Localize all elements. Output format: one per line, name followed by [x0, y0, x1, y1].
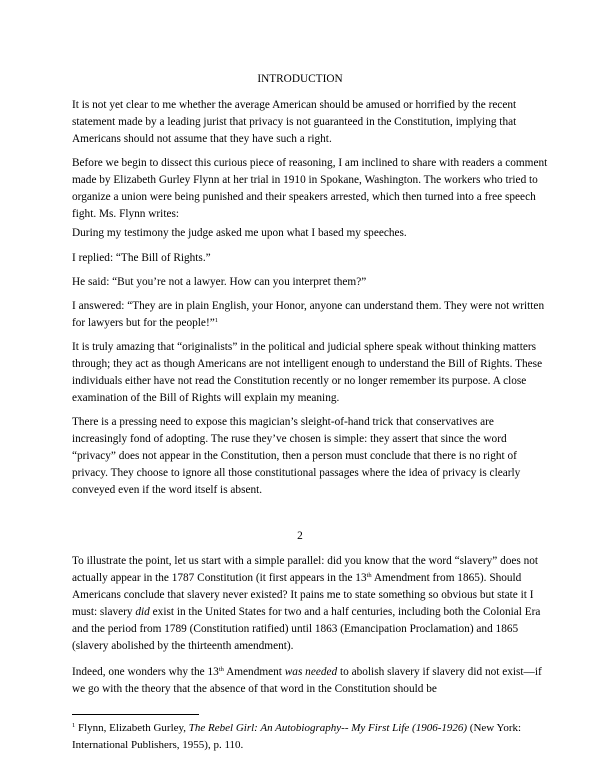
paragraph-sleight-of-hand: There is a pressing need to expose this magician’s sleight-of-hand trick that conservatives are increasingly fond of adopting. The ruse they’ve chosen is simple: they assert that since the word “privacy” does not appear in the Constitution, then a person must conclude that there is no right of privacy. They choose to ignore all those constitutional passages where the idea of privacy is clearly conveyed even if the word itself is absent. [72, 416, 521, 496]
paragraph-thirteenth-amendment [72, 664, 550, 698]
quote-line-testimony: During my testimony the judge asked me upon what I based my speeches. [72, 227, 407, 239]
paragraph-opening: It is not yet clear to me whether the average American should be amused or horrified by the recent statement made by a leading jurist that privacy is not guaranteed in the Constitution, implying that Americans should not assume that they have such a right. [72, 99, 517, 145]
quote-answer-text: I answered: “They are in plain English, your Honor, anyone can understand them. They were not written for lawyers but for the people!” [72, 300, 545, 329]
quote-line-he-said: He said: “But you’re not a lawyer. How can you interpret them?” [72, 276, 367, 288]
footnote-title: The Rebel Girl: An Autobiography-- My First Life (1906-1926) [188, 722, 468, 734]
footnote-author: Flynn, Elizabeth Gurley, [75, 722, 189, 734]
footnote-reference: 1 [214, 317, 218, 324]
text-run: Indeed, one wonders why the 13 [72, 666, 219, 678]
emphasis: did [135, 606, 150, 618]
text-run: to abolish slavery if slavery did not exist—if we go with the theory that the absence of that word in the Constitution should be [72, 666, 542, 695]
ordinal-suffix: th [218, 666, 224, 673]
quote-line-replied: I replied: “The Bill of Rights.” [72, 252, 211, 264]
footnote-mark: 1 [72, 722, 76, 729]
paragraph-slavery-parallel [72, 553, 550, 655]
ordinal-suffix: th [366, 572, 372, 579]
text-run: To illustrate the point, let us start with a simple parallel: did you know that the word “slavery” does not actually appear in the 1787 Constitution (it first appears in the 13 [72, 555, 539, 584]
emphasis: was needed [284, 666, 338, 678]
footnote-publication: (New York: International Publishers, 1955), p. 110. [72, 722, 522, 751]
section-heading: INTRODUCTION [257, 73, 343, 85]
paragraph-flynn-intro: Before we begin to dissect this curious piece of reasoning, I am inclined to share with readers a comment made by Elizabeth Gurley Flynn at her trial in 1910 in Spokane, Washington. The workers who tried to organize a union were being punished and their speakers arrested, which then turned into a free speech fight. Ms. Flynn writes: [72, 157, 548, 220]
text-run: exist in the United States for two and a half centuries, including both the Colonial Era and the period from 1789 (Constitution ratified) until 1863 (Emancipation Proclamation) and 1865 (slavery abolished by the thirteenth amendment). [72, 606, 541, 652]
paragraph-originalists: It is truly amazing that “originalists” in the political and judicial sphere speak without thinking matters through; they act as though Americans are not intelligent enough to understand the Bill of Rights. These individuals either have not read the Constitution recently or no longer remember its purpose. A close examination of the Bill of Rights will explain my meaning. [72, 341, 543, 404]
footnote-separator [72, 714, 199, 715]
text-run: Amendment [223, 666, 285, 678]
footnote [72, 720, 550, 753]
text-run: Amendment from 1865). Should Americans conclude that slavery never existed? It pains me to state something so obvious but state it I must: slavery [72, 572, 534, 618]
page-number: 2 [297, 530, 303, 542]
quote-line-answered [72, 298, 550, 332]
